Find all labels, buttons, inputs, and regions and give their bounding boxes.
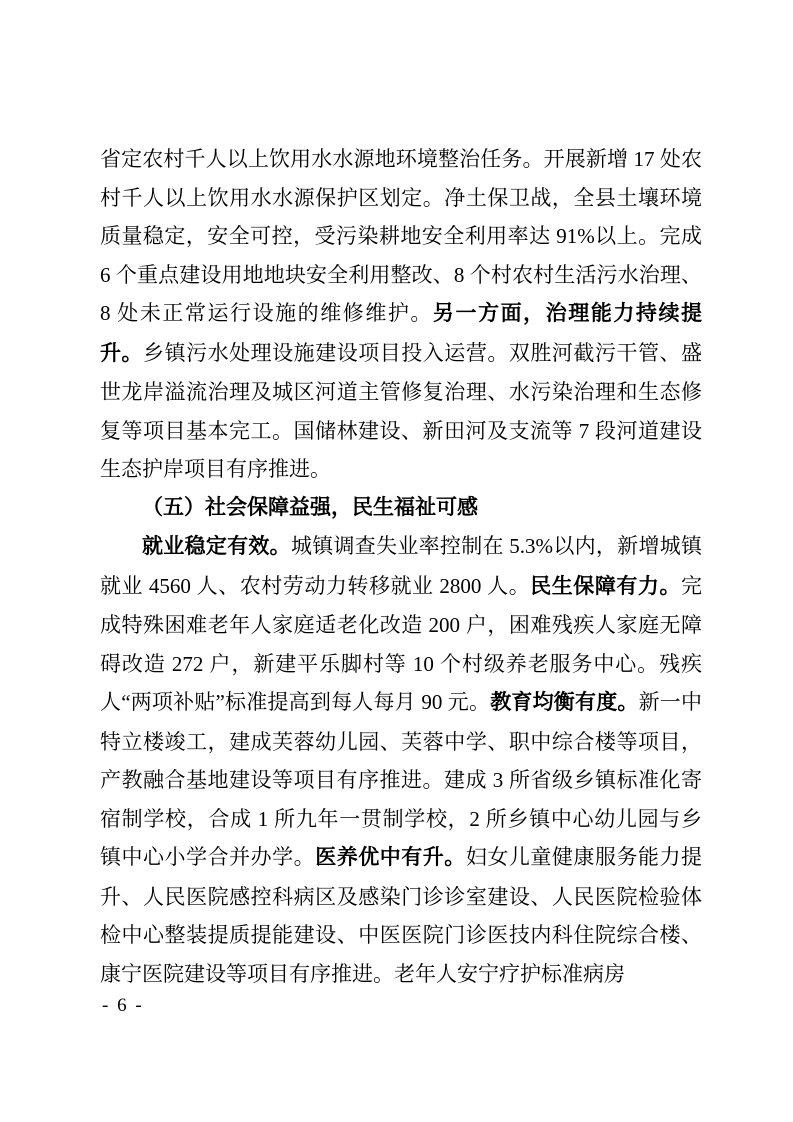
emphasis-text: 医养优中有升。	[315, 846, 466, 869]
section-heading	[100, 489, 702, 528]
emphasis-text: 教育均衡有度。	[490, 691, 639, 714]
body-text: 省定农村千人以上饮用水水源地环境整治任务。开展新增 17 处农村千人以上饮用水水源保护区划定。净土保卫战，全县土壤环境质量稳定，安全可控，受污染耕地安全利用率达 91%以上。完成 6 个重点建设用地地块安全利用整改、8 个村农村生活污水治理、8 处未正常运行设施的维修维护。	[100, 147, 702, 325]
page-number: - 6 -	[102, 995, 144, 1016]
emphasis-text: 就业稳定有效。	[142, 535, 291, 558]
body-text: 妇女儿童健康服务能力提升、人民医院感控科病区及感染门诊诊室建设、人民医院检验体检中心整装提质提能建设、中医医院门诊医技内科住院综合楼、康宁医院建设等项目有序推进。老年人安宁疗护标准病房	[100, 845, 703, 986]
body-text: 完成特殊困难老年人家庭适老化改造 200 户，困难残疾人家庭无障碍改造 272 户，新建平乐脚村等 10 个村级养老服务中心。残疾人“两项补贴”标准提高到每人每月 90 元。	[100, 573, 703, 714]
emphasis-text: 另一方面，治理能力持续提升。	[100, 302, 703, 365]
body-text: 城镇调查失业率控制在 5.3%以内，新增城镇就业 4560 人、农村劳动力转移就业 2800 人。	[100, 534, 703, 598]
paragraph	[100, 140, 702, 489]
document-body	[100, 140, 702, 993]
paragraph	[100, 527, 702, 993]
emphasis-text: 民生保障有力。	[530, 574, 682, 598]
emphasis-text: （五）社会保障益强，民生福祉可感	[142, 495, 478, 519]
body-text: 新一中特立楼竣工，建成芙蓉幼儿园、芙蓉中学、职中综合楼等项目，产教融合基地建设等项目有序推进。建成 3 所省级乡镇标准化寄宿制学校，合成 1 所九年一贯制学校，2 所乡镇中心幼儿园与乡镇中心小学合并办学。	[100, 690, 703, 869]
body-text: 乡镇污水处理设施建设项目投入运营。双胜河截污干管、盛世龙岸溢流治理及城区河道主管修复治理、水污染治理和生态修复等项目基本完工。国储林建设、新田河及支流等 7 段河道建设生态护岸项目有序推进。	[100, 340, 703, 481]
